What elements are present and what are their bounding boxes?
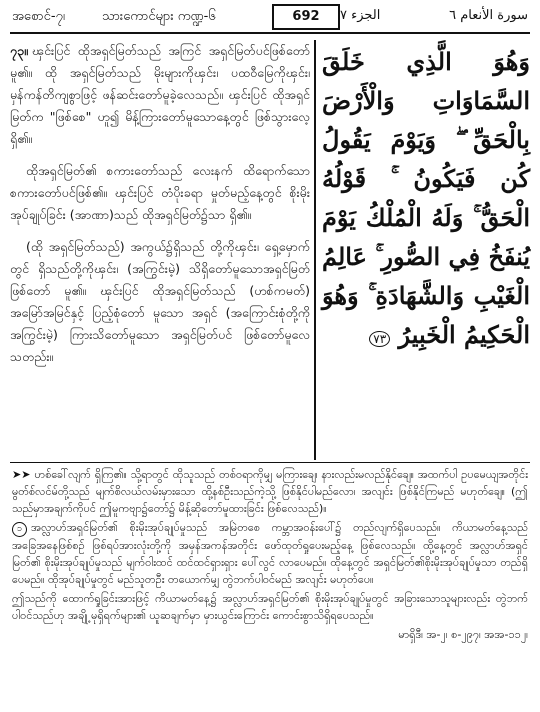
footnote-continuation: ➤➤ ဟစ်ခေါ်လျက် ရှိကြ၏။ သို့ရာတွင် ထိုသူသည် တစ်ဝရာကိုမျှ မကြားချေ၊ နားလည်းမလည်နိုင်ချေ။ အထက်ပါ ဥပမေယျအတိုင်း မွတ်စ်လင်မ်တို့သည် မျက်စိလယ်လမ်းမှားသော ထို့နစ်ဦးသည်ကဲ့သို့ ဖြစ်နိုင်ပါမည်လော၊ အလျင်း ဖြစ်နိုင်ကြမည် မဟုတ်ချေ။ (ဤသည်မှာအချက်ကိုပင် ဤမူကဗျာ၌တော်၌ မိန့်ဆိုတော်မူထားခြင်း ဖြစ်လေသည်)။: [12, 468, 528, 515]
footnote-item: ၁ အလ္လာဟ်အရှင်မြတ်၏ စိုးမိုးအုပ်ချုပ်မှုသည် အမြဲတစေ ကမ္ဘာအဝန်းပေါ်၌ တည်လျက်ရှိပေသည်။ ကိယာမတ်နေ့သည် အခြေအနေဖြစ်စဉ် ဖြစ်ရပ်အားလုံးတို့ကို အမှန်အကန်အတိုင်း ဖော်ထုတ်ရှုပေးမည့်နေ့ ဖြစ်လေသည်။ ထို့နေ့တွင် အလ္လာဟ်အရှင်မြတ်၏ စိုးမိုးအုပ်ချုပ်မှုသည် မျက်ဝါးထင် ထင်ထင်ရှားရှား ပေါ်လွင် လာပေမည်။ ထိုနေ့တွင် အရှင်မြတ်၏စိုးမိုးအုပ်ချုပ်မှုသာ တည်ရှိပေမည်။ ထိုအုပ်ချုပ်မှုတွင် မည်သူတဦး တယောက်မျှ တွဲဘက်ပါဝင်မည် အလျင်း မဟုတ်ပေ။: [12, 521, 528, 586]
column-divider: [314, 40, 316, 460]
chapter-section-label: သားကောင်များ ကဏ္ဍ-၆: [102, 9, 216, 24]
footnote-reference: မာရှိဒီ၊ အ-၂၊ စ-၂၉၇၊ အအ-၁၁၂၊: [398, 628, 528, 641]
translation-column: [10, 40, 310, 378]
translation-paragraph: ထိုအရှင်မြတ်၏ စကားတော်သည် လေးနက် ထိရောက်သော စကားတော်ပင်ဖြစ်၏။ ၾင်းပြင် တံပိုးခရာ မှုတ်မည့်နေ့တွင် စိုးမိုး အုပ်ချုပ်ခြင်း (အာဏာ)သည် ထိုအရှင်မြတ်၌သာ ရှိ၏။: [10, 163, 310, 222]
arabic-verse-column: [322, 42, 530, 359]
page-number: 692: [272, 4, 340, 30]
arabic-verse-text: وَهُوَ الَّذِي خَلَقَ السَّمَاوَاتِ وَالْأَرْضَ بِالْحَقِّ ۖ وَيَوْمَ يَقُولُ كُن فَيَكُونُ ۚ قَوْلُهُ الْحَقُّ ۚ وَلَهُ الْمُلْكُ يَوْمَ يُنفَخُ فِي الصُّورِ ۚ عَالِمُ الْغَيْبِ وَالشَّهَادَةِ ۚ وَهُوَ الْحَكِيمُ الْخَبِيرُ: [322, 47, 530, 349]
page-header: [10, 6, 530, 30]
juz-label: الجزء ٧: [340, 8, 381, 23]
volume-label: အစောင်-၇၊: [12, 9, 65, 24]
footnote-marker: ၁: [12, 522, 27, 537]
translation-paragraph: [10, 40, 310, 150]
footnotes-section: [12, 466, 528, 645]
surah-label: سورة الأنعام ٦: [449, 8, 528, 23]
footnote-item: ဤသည်ကို ထောက်ရှုခြင်းအားဖြင့် ကိယာမတ်နေ့၌ အလ္လာဟ်အရှင်မြတ်၏ စိုးမိုးအုပ်ချုပ်မှုတွင် အခြားသောသူများလည်း တွဲဘက်ပါဝင်သည်ဟု အချို့ မုရှိရက်များ၏ ယူဆချက်မှာ မှားယွင်းကြောင်း ကောင်းစွာသိရှိရပေသည်။: [12, 592, 528, 622]
ayah-number-marker: ٧٣: [369, 331, 390, 347]
verse-number: ၇၃။: [10, 43, 28, 58]
header-divider: [10, 32, 530, 34]
footnote-divider: [10, 462, 530, 463]
translation-text: ၾင်းပြင် ထိုအရှင်မြတ်သည် အကြင် အရှင်မြတ်ပင်ဖြစ်တော်မူ၏။ ထို အရှင်မြတ်သည် မိုးများကိုၾင်း၊ ပထဝီမြေကိုၾင်း၊ မှန်ကန်တိကျစွာဖြင့် ဖန်ဆင်းတော်မူခဲ့လေသည်။ ၾင်းပြင် ထိုအရှင်မြတ်က "ဖြစ်စေ" ဟူ၍ မိန့်ကြားတော်မူသောနေ့တွင် ဖြစ်သွားလေ့ရှိ၏။: [10, 43, 310, 146]
continuation-arrow-icon: ➤➤: [12, 468, 31, 481]
translation-paragraph: (ထို အရှင်မြတ်သည်) အကွယ်၌ရှိသည် တို့ကိုၾင်း၊ ရှေ့မှောက်တွင် ရှိသည်တို့ကိုၾင်း၊ (အကြွင်းမဲ့) သိရှိတော်မူသောအရှင်မြတ် ဖြစ်တော် မူ၏။ ၾင်းပြင် ထိုအရှင်မြတ်သည် (ဟစ်ကမတ်) အမြော်အမြင်နှင့် ပြည့်စုံတော် မူသော အရှင် (အကြောင်းစုံတို့ကို အကြွင်းမဲ့) ကြားသိတော်မူသော အရှင်မြတ်ပင် ဖြစ်တော်မူလေသတည်း။: [10, 239, 310, 364]
